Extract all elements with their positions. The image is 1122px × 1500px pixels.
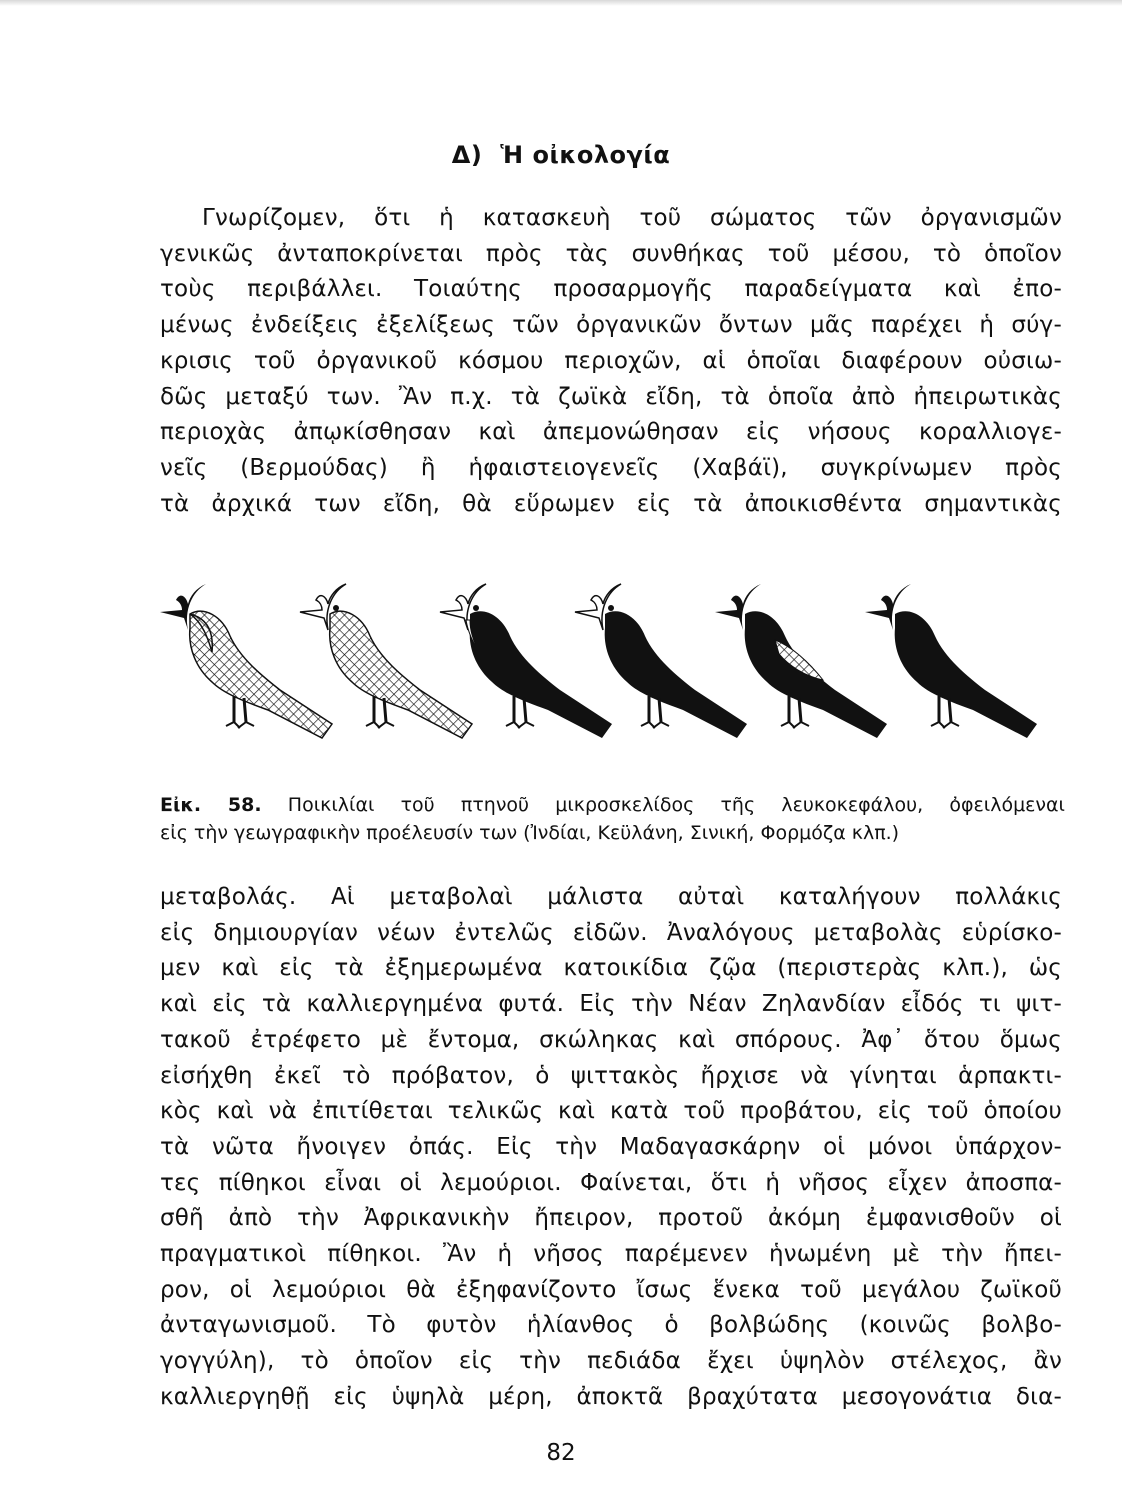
text-line: Γνωρίζομεν, ὅτι ἡ κατασκευὴ τοῦ σώματος τῶν ὀργανισμῶν [202, 205, 1062, 231]
text-line: μένως ἐνδείξεις ἐξελίξεως τῶν ὀργανικῶν ὄντων μᾶς παρέχει ἡ σύγ- [160, 312, 1062, 339]
text-line: ἀνταγωνισμοῦ. Τὸ φυτὸν ἡλίανθος ὁ βολβώδης (κοινῶς βολβο- [160, 1312, 1062, 1339]
text-line: τὰ ἀρχικά των εἴδη, θὰ εὕρωμεν εἰς τὰ ἀποικισθέντα σημαντικὰς [160, 490, 1062, 517]
caption-line-2: εἰς τὴν γεωγραφικὴν προέλευσίν των (Ἰνδίαι, Κεϋλάνη, Σινική, Φορμόζα κλπ.) [160, 822, 900, 844]
bird-5 [715, 584, 887, 738]
text-line: δῶς μεταξύ των. Ἂν π.χ. τὰ ζωϊκὰ εἴδη, τὰ ὁποῖα ἀπὸ ἠπειρωτικὰς [160, 383, 1062, 410]
text-line: καὶ εἰς τὰ καλλιεργημένα φυτά. Εἰς τὴν Νέαν Ζηλανδίαν εἶδός τι ψιτ- [160, 991, 1062, 1018]
page-number: 82 [546, 1440, 576, 1466]
text-line: τες πίθηκοι εἶναι οἱ λεμούριοι. Φαίνεται, ὅτι ἡ νῆσος εἶχεν ἀποσπα- [160, 1169, 1062, 1196]
section-number: Δ) [451, 141, 483, 169]
text-line: ρον, οἱ λεμούριοι θὰ ἐξηφανίζοντο ἴσως ἕνεκα τοῦ μεγάλου ζωϊκοῦ [160, 1276, 1062, 1303]
text-line: εἰς δημιουργίαν νέων ἐντελῶς εἰδῶν. Ἀναλόγους μεταβολὰς εὑρίσκο- [160, 919, 1062, 946]
paragraph-top [160, 201, 1062, 522]
text-line: εἰσήχθη ἐκεῖ τὸ πρόβατον, ὁ ψιττακὸς ἤρχισε νὰ γίνηται ἁρπακτι- [160, 1062, 1062, 1089]
text-line: μεταβολάς. Αἱ μεταβολαὶ μάλιστα αὐταὶ καταλήγουν πολλάκις [160, 884, 1062, 910]
text-line: γενικῶς ἀνταποκρίνεται πρὸς τὰς συνθήκας τοῦ μέσου, τὸ ὁποῖον [160, 240, 1062, 267]
text-line: γογγύλη), τὸ ὁποῖον εἰς τὴν πεδιάδα ἔχει ὑψηλὸν στέλεχος, ἂν [160, 1348, 1062, 1375]
text-line: σθῆ ἀπὸ τὴν Ἀφρικανικὴν ἤπειρον, προτοῦ ἀκόμη ἐμφανισθοῦν οἱ [160, 1205, 1062, 1232]
text-line: τακοῦ ἐτρέφετο μὲ ἔντομα, σκώληκας καὶ σπόρους. Ἀφ᾽ ὅτου ὅμως [160, 1026, 1062, 1053]
page-edge-shadow [0, 0, 1122, 6]
text-line: μεν καὶ εἰς τὰ ἐξημερωμένα κατοικίδια ζῷα (περιστερὰς κλπ.), ὡς [160, 955, 1062, 982]
text-line: πραγματικοὶ πίθηκοι. Ἂν ἡ νῆσος παρέμενεν ἡνωμένη μὲ τὴν ἤπει- [160, 1241, 1062, 1268]
text-line: περιοχὰς ἀπῳκίσθησαν καὶ ἀπεμονώθησαν εἰς νήσους κοραλλιογε- [160, 419, 1062, 446]
bird-3 [440, 584, 612, 738]
bird-variants-figure [150, 570, 1060, 760]
text-line: κρισις τοῦ ὀργανικοῦ κόσμου περιοχῶν, αἱ ὁποῖαι διαφέρουν οὐσιω- [160, 347, 1062, 374]
text-line: κὸς καὶ νὰ ἐπιτίθεται τελικῶς καὶ κατὰ τοῦ προβάτου, εἰς τοῦ ὁποίου [160, 1098, 1062, 1125]
bird-2 [300, 584, 472, 738]
bird-6 [865, 584, 1037, 738]
caption-text-1: Ποικιλίαι τοῦ πτηνοῦ μικροσκελίδος τῆς λευκοκεφάλου, ὀφειλόμεναι [287, 794, 1065, 816]
caption-line-1 [160, 791, 1065, 819]
text-line: νεῖς (Βερμούδας) ἢ ἡφαιστειογενεῖς (Χαβάϊ), συγκρίνωμεν πρὸς [160, 454, 1062, 481]
section-title: Ἡ οἰκολογία [500, 141, 671, 169]
text-line: τοὺς περιβάλλει. Τοιαύτης προσαρμογῆς παραδείγματα καὶ ἐπο- [160, 276, 1062, 303]
bird-1 [160, 584, 332, 738]
text-line: τὰ νῶτα ἤνοιγεν ὀπάς. Εἰς τὴν Μαδαγασκάρην οἱ μόνοι ὑπάρχον- [160, 1133, 1062, 1160]
text-line: καλλιεργηθῇ εἰς ὑψηλὰ μέρη, ἀποκτᾶ βραχύτατα μεσογονάτια δια- [160, 1383, 1062, 1410]
paragraph-bottom [160, 880, 1062, 1416]
bird-4 [575, 584, 747, 738]
figure-label: Εἰκ. 58. [160, 794, 262, 816]
section-heading [0, 141, 1122, 169]
bird-illustration [150, 570, 1060, 760]
figure-caption [160, 791, 1065, 847]
